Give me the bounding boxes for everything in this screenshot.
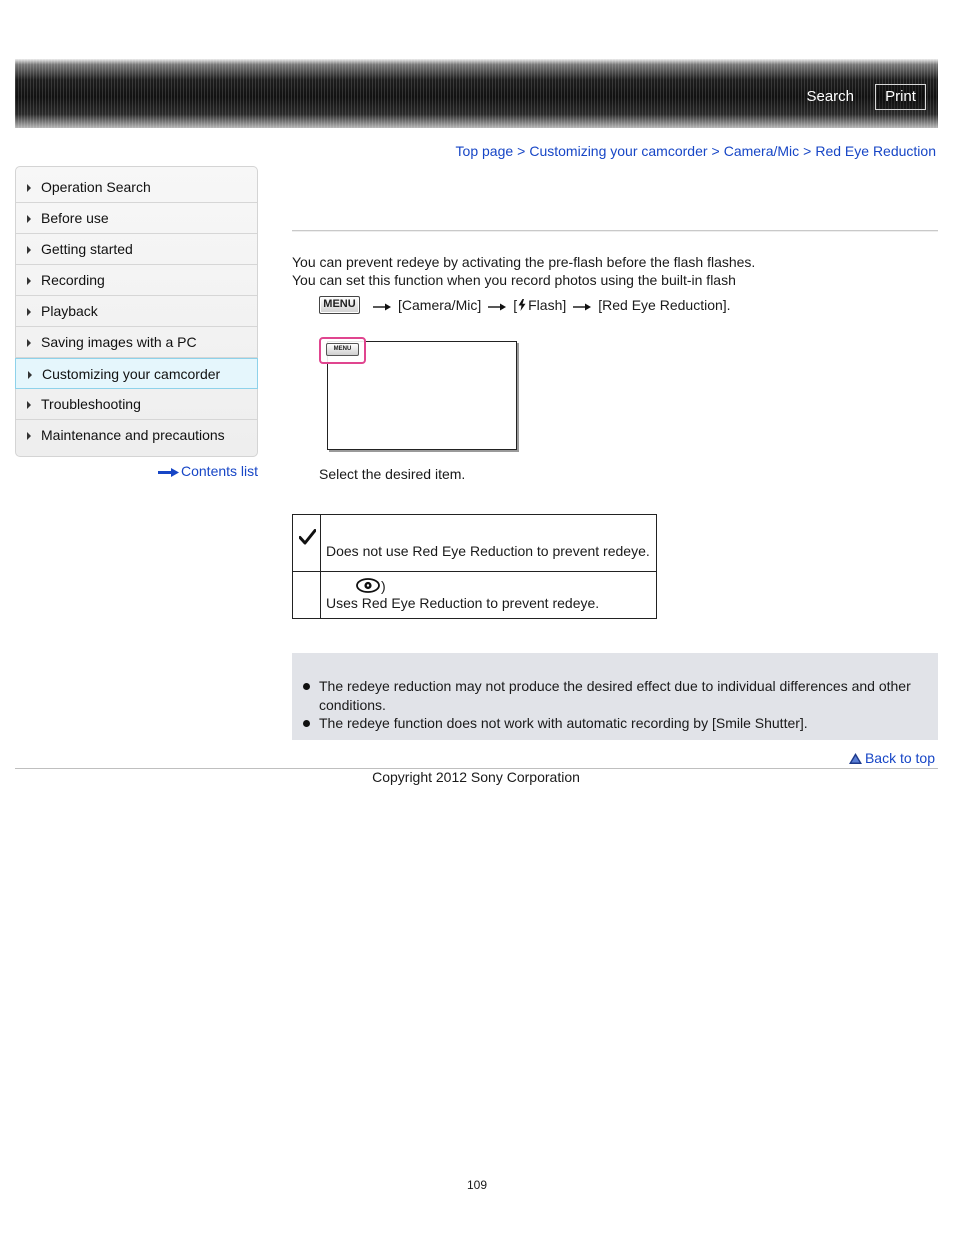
option-off-description [321, 515, 657, 572]
breadcrumb-camera-mic[interactable]: Camera/Mic [723, 143, 800, 159]
note-text: The redeye reduction may not produce the desired effect due to individual differences and other conditions. [319, 678, 911, 713]
sidebar-item-getting-started[interactable] [16, 234, 257, 265]
table-row [293, 572, 657, 619]
arrow-right-icon [27, 215, 31, 223]
sidebar-item-label: Getting started [41, 241, 133, 257]
intro-line: You can prevent redeye by activating the pre-flash before the flash flashes. [292, 254, 756, 270]
step-flash-bracket: [ [513, 297, 518, 313]
arrow-right-icon [27, 339, 31, 347]
sidebar-nav [15, 166, 258, 457]
options-table [292, 514, 657, 619]
arrow-right-icon [27, 246, 31, 254]
sidebar-item-label: Before use [41, 210, 109, 226]
arrow-right-icon [373, 302, 391, 312]
arrow-right-icon [27, 308, 31, 316]
menu-step-instruction [319, 296, 731, 314]
note-item [319, 677, 919, 715]
breadcrumb-red-eye-reduction[interactable]: Red Eye Reduction [815, 143, 936, 159]
copyright-text: Copyright 2012 Sony Corporation [372, 769, 580, 785]
step-camera-mic: [Camera/Mic] [398, 297, 482, 313]
search-button[interactable]: Search [806, 88, 854, 105]
sidebar-item-before-use[interactable] [16, 203, 257, 234]
sidebar-item-label: Maintenance and precautions [41, 427, 225, 443]
option-on-heading [356, 576, 651, 595]
print-button[interactable]: Print [875, 84, 926, 110]
notes-panel [292, 653, 938, 740]
step-red-eye-reduction: [Red Eye Reduction]. [598, 297, 731, 313]
sidebar-item-label: Playback [41, 303, 98, 319]
sidebar-item-operation-search[interactable] [16, 172, 257, 203]
arrow-right-icon [27, 401, 31, 409]
menu-button-icon: MENU [319, 296, 360, 314]
triangle-up-icon [849, 753, 862, 764]
note-item [319, 714, 919, 733]
check-icon [299, 529, 316, 545]
page-number: 109 [466, 1178, 488, 1192]
arrow-right-icon [27, 432, 31, 440]
screen-menu-button: MENU [326, 343, 359, 356]
arrow-right-icon [158, 468, 179, 477]
step-flash: Flash] [528, 297, 567, 313]
option-on-description [321, 572, 657, 619]
header-bar [15, 59, 938, 128]
arrow-right-icon [488, 302, 506, 312]
sidebar-item-recording[interactable] [16, 265, 257, 296]
table-row [293, 515, 657, 572]
red-eye-icon [356, 578, 380, 593]
breadcrumb-customizing[interactable]: Customizing your camcorder [529, 143, 708, 159]
sidebar-item-saving-images[interactable] [16, 327, 257, 358]
sidebar-item-troubleshooting[interactable] [16, 389, 257, 420]
default-mark-cell [293, 515, 321, 572]
contents-list-link[interactable] [158, 463, 258, 479]
breadcrumb-top-page[interactable]: Top page [455, 143, 514, 159]
option-icon-suffix: ) [381, 577, 386, 594]
sidebar-item-maintenance[interactable] [16, 420, 257, 451]
sidebar-item-customizing[interactable] [15, 358, 258, 389]
arrow-right-icon [28, 371, 32, 379]
intro-text [292, 253, 755, 289]
arrow-right-icon [573, 302, 591, 312]
sidebar-item-label: Operation Search [41, 179, 151, 195]
flash-icon [518, 299, 526, 311]
sidebar-item-label: Customizing your camcorder [42, 366, 221, 382]
breadcrumb: Top page > Customizing your camcorder > Camera/Mic > Red Eye Reduction [455, 143, 936, 159]
select-instruction: Select the desired item. [319, 466, 466, 482]
sidebar-item-label: Recording [41, 272, 105, 288]
arrow-right-icon [27, 184, 31, 192]
contents-list-label: Contents list [181, 463, 259, 479]
back-to-top-label: Back to top [864, 750, 935, 766]
sidebar-item-playback[interactable] [16, 296, 257, 327]
option-description: Does not use Red Eye Reduction to prevent redeye. [326, 543, 650, 559]
bullet-icon [303, 720, 310, 727]
default-mark-cell [293, 572, 321, 619]
option-description: Uses Red Eye Reduction to prevent redeye. [326, 595, 600, 611]
intro-line: You can set this function when you record photos using the built-in flash [292, 272, 736, 288]
note-text: The redeye function does not work with automatic recording by [Smile Shutter]. [319, 715, 808, 731]
bullet-icon [303, 683, 310, 690]
sidebar-item-label: Troubleshooting [41, 396, 141, 412]
arrow-right-icon [27, 277, 31, 285]
back-to-top-link[interactable] [849, 750, 935, 766]
sidebar-item-label: Saving images with a PC [41, 334, 197, 350]
title-divider [292, 230, 938, 232]
